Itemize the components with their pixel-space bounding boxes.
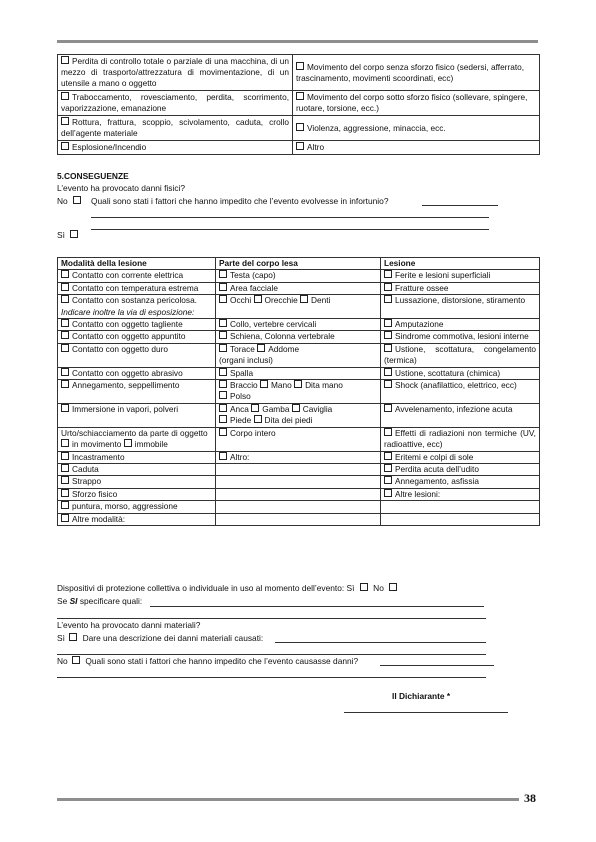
option-label: Torace bbox=[230, 343, 255, 354]
option-label: Caduta bbox=[72, 463, 99, 474]
column-header: Modalità della lesione bbox=[58, 258, 216, 270]
option-label: Area facciale bbox=[230, 282, 278, 293]
checkbox[interactable] bbox=[219, 270, 227, 278]
option-label: Effetti di radiazioni non termiche (UV, radioattive, ecc) bbox=[384, 427, 536, 450]
option-label: Contatto con oggetto duro bbox=[72, 343, 168, 354]
no-label: No bbox=[373, 583, 384, 593]
option-label: Collo, vertebre cervicali bbox=[230, 319, 317, 330]
checkbox[interactable] bbox=[219, 331, 227, 339]
material-damage-question: L’evento ha provocato danni materiali? bbox=[57, 620, 201, 630]
option-label: Ustione, scottatura (chimica) bbox=[395, 367, 501, 378]
option-label: in movimento bbox=[72, 439, 122, 450]
answer-line[interactable] bbox=[422, 205, 498, 206]
checkbox[interactable] bbox=[251, 404, 259, 412]
footer-rule bbox=[57, 798, 519, 801]
checkbox[interactable] bbox=[384, 319, 392, 327]
option-label: Movimento del corpo senza sforzo fisico (sedersi, afferrato, trascinamento, movimenti scoordinati, ecc) bbox=[296, 61, 525, 83]
no-question: Quali sono stati i fattori che hanno impedito che l’evento evolvesse in infortunio? bbox=[91, 196, 389, 206]
checkbox[interactable] bbox=[61, 501, 69, 509]
checkbox[interactable] bbox=[384, 489, 392, 497]
option-label: Violenza, aggressione, minaccia, ecc. bbox=[307, 122, 446, 133]
option-label: Strappo bbox=[72, 476, 102, 487]
option-label: Polso bbox=[230, 391, 251, 402]
specify-label: specificare quali: bbox=[79, 596, 143, 606]
checkbox[interactable] bbox=[219, 428, 227, 436]
option-label: Corpo intero bbox=[230, 427, 276, 438]
no-label: No bbox=[57, 656, 68, 666]
column-header: Lesione bbox=[381, 258, 540, 270]
table-row bbox=[58, 380, 540, 404]
table-row bbox=[58, 141, 540, 155]
option-label: Annegamento, asfissia bbox=[395, 476, 479, 487]
option-label: Spalla bbox=[230, 367, 254, 378]
option-label: Anca bbox=[230, 403, 249, 414]
option-label: Ferite e lesioni superficiali bbox=[395, 270, 491, 281]
answer-line[interactable] bbox=[91, 217, 489, 218]
option-label: Lussazione, distorsione, stiramento bbox=[395, 295, 526, 306]
injury-table bbox=[57, 257, 540, 526]
checkbox[interactable] bbox=[61, 476, 69, 484]
option-label: Piede bbox=[230, 415, 252, 426]
option-label: Braccio bbox=[230, 380, 258, 391]
checkbox[interactable] bbox=[61, 295, 69, 303]
column-header: Parte del corpo lesa bbox=[216, 258, 381, 270]
checkbox[interactable] bbox=[61, 514, 69, 522]
checkbox[interactable] bbox=[294, 380, 302, 388]
option-label: Amputazione bbox=[395, 319, 444, 330]
option-label: Annegamento, seppellimento bbox=[72, 380, 180, 391]
answer-line[interactable] bbox=[150, 606, 484, 607]
checkbox[interactable] bbox=[384, 380, 392, 388]
checkbox[interactable] bbox=[384, 452, 392, 460]
option-label: Contatto con temperatura estrema bbox=[72, 282, 199, 293]
checkbox[interactable] bbox=[384, 344, 392, 352]
option-label: Traboccamento, rovesciamento, perdita, scorrimento, vaporizzazione, emanazione bbox=[61, 92, 289, 113]
option-label: Testa (capo) bbox=[230, 270, 276, 281]
option-label: Contatto con sostanza pericolosa. bbox=[72, 295, 197, 306]
table-row bbox=[58, 282, 540, 294]
si-label: Sì bbox=[57, 230, 65, 240]
checkbox[interactable] bbox=[292, 404, 300, 412]
option-label: Rottura, frattura, scoppio, scivolamento, caduta, crollo dell’agente materiale bbox=[61, 117, 289, 138]
checkbox[interactable] bbox=[61, 319, 69, 327]
checkbox[interactable] bbox=[61, 92, 69, 100]
checkbox[interactable] bbox=[61, 489, 69, 497]
answer-line[interactable] bbox=[57, 677, 486, 678]
se-label: Se bbox=[57, 596, 68, 606]
option-label: Dita dei piedi bbox=[264, 415, 313, 426]
checkbox[interactable] bbox=[384, 295, 392, 303]
option-label: Movimento del corpo sotto sforzo fisico (sollevare, spingere, ruotare, torsione, ecc.) bbox=[296, 92, 528, 113]
no-label: No bbox=[57, 196, 68, 206]
checkbox[interactable] bbox=[257, 344, 265, 352]
table-row bbox=[58, 488, 540, 500]
option-label: Urto/schiacciamento da parte di oggetto bbox=[61, 427, 208, 438]
si-checkbox[interactable] bbox=[70, 230, 78, 238]
table-row bbox=[58, 463, 540, 475]
option-label: Gamba bbox=[262, 403, 290, 414]
option-label: Mano bbox=[270, 380, 292, 391]
option-label: Dita mano bbox=[305, 380, 343, 391]
si-description-label: Dare una descrizione dei danni materiali causati: bbox=[82, 633, 264, 643]
option-label: Sforzo fisico bbox=[72, 488, 118, 499]
checkbox[interactable] bbox=[219, 380, 227, 388]
answer-line[interactable] bbox=[57, 654, 486, 655]
checkbox[interactable] bbox=[296, 62, 304, 70]
checkbox[interactable] bbox=[124, 439, 132, 447]
no-checkbox[interactable] bbox=[72, 656, 80, 664]
checkbox[interactable] bbox=[219, 368, 227, 376]
checkbox[interactable] bbox=[296, 123, 304, 131]
table-row bbox=[58, 367, 540, 379]
checkbox[interactable] bbox=[61, 344, 69, 352]
si-checkbox[interactable] bbox=[360, 583, 368, 591]
checkbox[interactable] bbox=[219, 283, 227, 291]
checkbox[interactable] bbox=[384, 331, 392, 339]
option-label: Shock (anafilattico, elettrico, ecc) bbox=[395, 380, 517, 391]
checkbox[interactable] bbox=[384, 368, 392, 376]
table-row bbox=[58, 55, 540, 91]
event-type-table bbox=[57, 54, 540, 155]
no-checkbox[interactable] bbox=[389, 583, 397, 591]
option-label: Avvelenamento, infezione acuta bbox=[395, 403, 513, 414]
option-label: Altro: bbox=[230, 451, 250, 462]
material-no-line bbox=[57, 656, 358, 667]
option-label: Contatto con oggetto abrasivo bbox=[72, 367, 183, 378]
option-label: Esplosione/Incendio bbox=[72, 142, 147, 152]
signature-line[interactable] bbox=[344, 712, 508, 713]
checkbox[interactable] bbox=[61, 56, 69, 64]
checkbox[interactable] bbox=[254, 295, 262, 303]
option-label: Orecchie bbox=[264, 295, 298, 306]
checkbox[interactable] bbox=[219, 344, 227, 352]
option-label: Altre lesioni: bbox=[395, 488, 441, 499]
checkbox[interactable] bbox=[219, 415, 227, 423]
option-label: Incastramento bbox=[72, 451, 125, 462]
signature-label: Il Dichiarante * bbox=[392, 691, 451, 701]
checkbox[interactable] bbox=[61, 452, 69, 460]
page-number: 38 bbox=[524, 791, 536, 805]
checkbox[interactable] bbox=[61, 142, 69, 150]
option-label: Addome bbox=[268, 343, 300, 354]
table-row bbox=[58, 343, 540, 367]
option-label: Contatto con corrente elettrica bbox=[72, 270, 184, 281]
checkbox[interactable] bbox=[61, 404, 69, 412]
si-option bbox=[57, 230, 81, 241]
checkbox[interactable] bbox=[384, 283, 392, 291]
checkbox[interactable] bbox=[384, 464, 392, 472]
si-checkbox[interactable] bbox=[69, 633, 77, 641]
si-label: Sì bbox=[57, 633, 65, 643]
checkbox[interactable] bbox=[61, 117, 69, 125]
checkbox[interactable] bbox=[384, 270, 392, 278]
option-label: Contatto con oggetto appuntito bbox=[72, 331, 186, 342]
material-si-line bbox=[57, 633, 263, 644]
option-label: Contatto con oggetto tagliente bbox=[72, 319, 183, 330]
table-row bbox=[58, 403, 540, 427]
option-label: Altre modalità: bbox=[72, 513, 126, 524]
table-row bbox=[58, 331, 540, 343]
option-label: Sindrome commotiva, lesioni interne bbox=[395, 331, 529, 342]
protection-devices-question bbox=[57, 583, 400, 594]
answer-line[interactable] bbox=[380, 665, 494, 666]
answer-line[interactable] bbox=[57, 618, 486, 619]
table-row bbox=[58, 451, 540, 463]
table-row bbox=[58, 427, 540, 451]
option-label: Fratture ossee bbox=[395, 282, 449, 293]
checkbox[interactable] bbox=[61, 439, 69, 447]
specify-line bbox=[57, 596, 142, 607]
option-label: Altro bbox=[307, 142, 325, 152]
checkbox[interactable] bbox=[219, 404, 227, 412]
option-label: Schiena, Colonna vertebrale bbox=[230, 331, 335, 342]
checkbox[interactable] bbox=[61, 380, 69, 388]
option-note: (organi inclusi) bbox=[219, 355, 273, 366]
question-text: Dispositivi di protezione collettiva o individuale in uso al momento dell’evento: Sì bbox=[57, 583, 355, 593]
checkbox[interactable] bbox=[61, 270, 69, 278]
checkbox[interactable] bbox=[61, 368, 69, 376]
table-row bbox=[58, 270, 540, 282]
table-row bbox=[58, 91, 540, 116]
table-row bbox=[58, 501, 540, 513]
table-row bbox=[58, 513, 540, 525]
option-label: Caviglia bbox=[302, 403, 333, 414]
checkbox[interactable] bbox=[300, 295, 308, 303]
option-label: Occhi bbox=[230, 295, 252, 306]
checkbox[interactable] bbox=[296, 92, 304, 100]
option-label: Immersione in vapori, polveri bbox=[72, 403, 179, 414]
table-row bbox=[58, 319, 540, 331]
no-description-label: Quali sono stati i fattori che hanno impedito che l’evento causasse danni? bbox=[85, 656, 359, 666]
option-label: Eritemi e colpi di sole bbox=[395, 451, 474, 462]
checkbox[interactable] bbox=[61, 464, 69, 472]
checkbox[interactable] bbox=[219, 391, 227, 399]
checkbox[interactable] bbox=[384, 428, 392, 436]
no-option bbox=[57, 196, 84, 207]
exposure-note: Indicare inoltre la via di esposizione: bbox=[61, 306, 195, 317]
checkbox[interactable] bbox=[61, 331, 69, 339]
checkbox[interactable] bbox=[254, 415, 262, 423]
option-label: Perdita acuta dell’udito bbox=[395, 463, 479, 474]
option-label: Denti bbox=[311, 295, 331, 306]
checkbox[interactable] bbox=[296, 142, 304, 150]
checkbox[interactable] bbox=[260, 380, 268, 388]
section-heading: 5.CONSEGUENZE bbox=[57, 171, 129, 181]
answer-line[interactable] bbox=[91, 229, 489, 230]
checkbox[interactable] bbox=[61, 283, 69, 291]
table-row bbox=[58, 295, 540, 319]
table-row bbox=[58, 116, 540, 141]
answer-line[interactable] bbox=[275, 642, 486, 643]
checkbox[interactable] bbox=[384, 404, 392, 412]
option-label: Perdita di controllo totale o parziale di una macchina, di un mezzo di trasporto/attrezzatura di movimentazione, di un utensile a mano o oggetto bbox=[61, 56, 289, 88]
checkbox[interactable] bbox=[219, 319, 227, 327]
option-label: immobile bbox=[134, 439, 168, 450]
si-emphasis: SI bbox=[69, 596, 78, 606]
physical-damage-question: L’evento ha provocato danni fisici? bbox=[57, 183, 186, 193]
no-checkbox[interactable] bbox=[73, 196, 81, 204]
option-label: Ustione, scottatura, congelamento (termica) bbox=[384, 343, 536, 366]
option-label: puntura, morso, aggressione bbox=[72, 501, 178, 512]
checkbox[interactable] bbox=[384, 476, 392, 484]
checkbox[interactable] bbox=[219, 295, 227, 303]
checkbox[interactable] bbox=[219, 452, 227, 460]
table-row bbox=[58, 476, 540, 488]
table-header-row bbox=[58, 258, 540, 270]
header-rule bbox=[57, 40, 538, 43]
